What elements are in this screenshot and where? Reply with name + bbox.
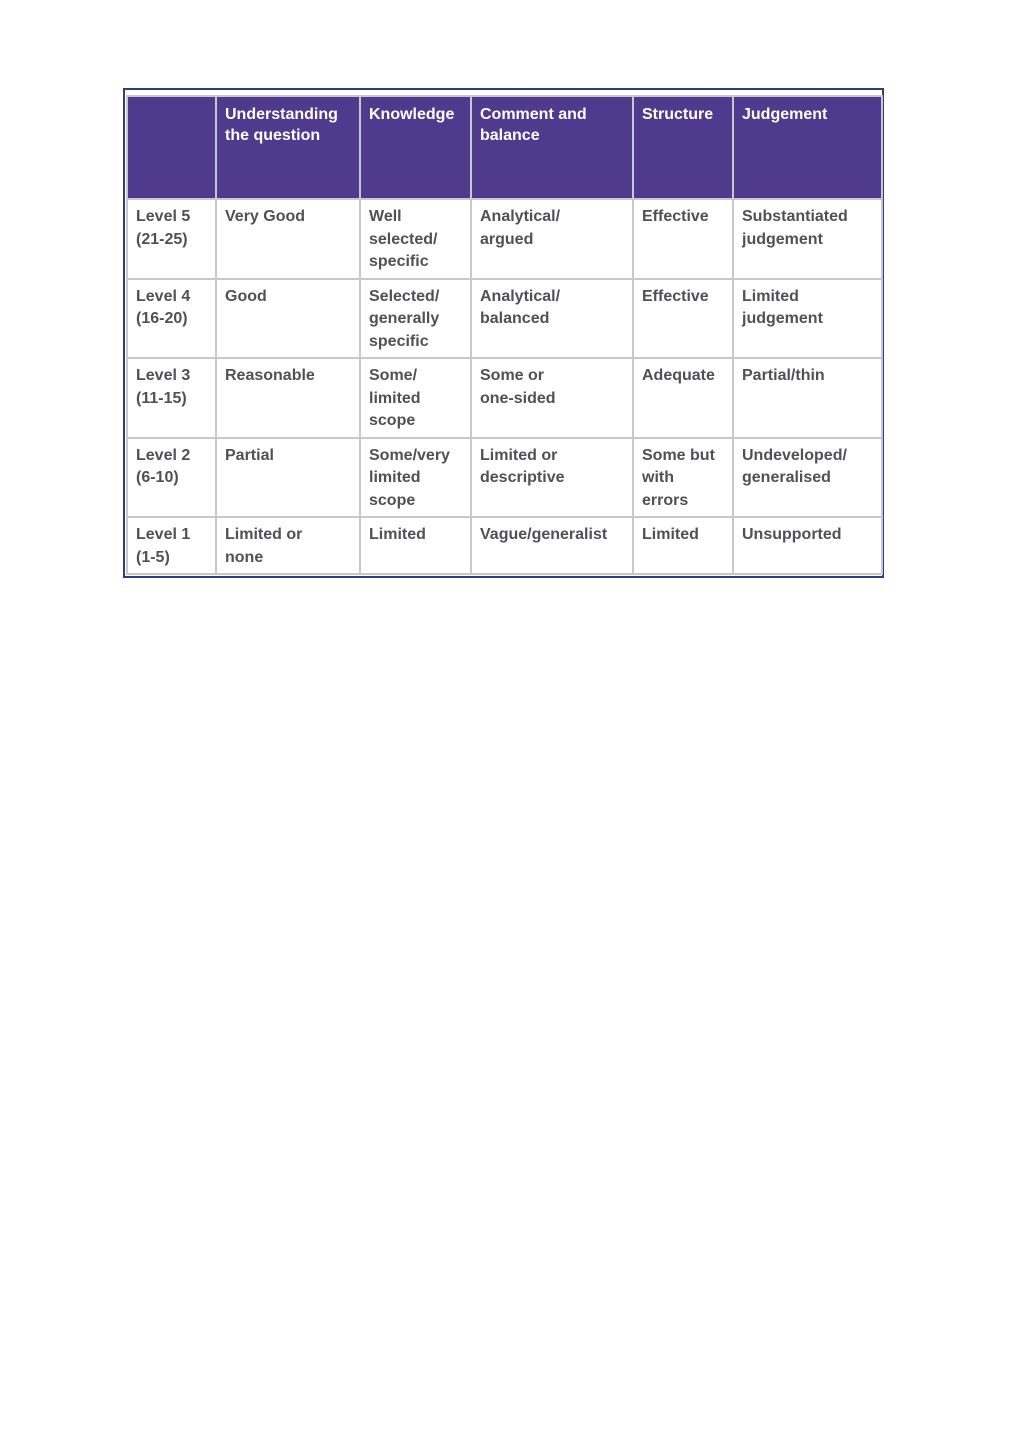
table-row xyxy=(127,358,882,438)
table-row xyxy=(127,279,882,359)
header-cell-judgement: Judgement xyxy=(733,96,882,199)
table-cell: Analytical/ balanced xyxy=(471,279,633,359)
header-cell-comment: Comment and balance xyxy=(471,96,633,199)
table-cell: Substantiated judgement xyxy=(733,199,882,279)
table-cell: Some or one-sided xyxy=(471,358,633,438)
table-cell: Reasonable xyxy=(216,358,360,438)
header-cell-knowledge: Knowledge xyxy=(360,96,471,199)
table-row xyxy=(127,199,882,279)
table-cell: Vague/generalist xyxy=(471,517,633,574)
table-cell: Partial/thin xyxy=(733,358,882,438)
table-cell: Adequate xyxy=(633,358,733,438)
table-cell: Limited or none xyxy=(216,517,360,574)
table-cell: Effective xyxy=(633,279,733,359)
table-cell: Limited judgement xyxy=(733,279,882,359)
table-cell: Selected/ generally specific xyxy=(360,279,471,359)
table-cell: Effective xyxy=(633,199,733,279)
table-cell: Some/very limited scope xyxy=(360,438,471,518)
header-cell-structure: Structure xyxy=(633,96,733,199)
table-cell: Limited xyxy=(633,517,733,574)
table-cell: Analytical/ argued xyxy=(471,199,633,279)
level-cell: Level 3 (11-15) xyxy=(127,358,216,438)
table-cell: Limited xyxy=(360,517,471,574)
rubric-figure xyxy=(123,88,884,578)
level-cell: Level 4 (16-20) xyxy=(127,279,216,359)
level-cell: Level 5 (21-25) xyxy=(127,199,216,279)
level-cell: Level 2 (6-10) xyxy=(127,438,216,518)
table-cell: Limited or descriptive xyxy=(471,438,633,518)
table-cell: Undeveloped/ generalised xyxy=(733,438,882,518)
table-cell: Good xyxy=(216,279,360,359)
level-cell: Level 1 (1-5) xyxy=(127,517,216,574)
table-cell: Some but with errors xyxy=(633,438,733,518)
table-cell: Partial xyxy=(216,438,360,518)
table-cell: Unsupported xyxy=(733,517,882,574)
table-cell: Well selected/ specific xyxy=(360,199,471,279)
header-cell-understanding: Understanding the question xyxy=(216,96,360,199)
mark-scheme-table xyxy=(126,95,883,575)
table-cell: Some/ limited scope xyxy=(360,358,471,438)
table-row xyxy=(127,517,882,574)
table-cell: Very Good xyxy=(216,199,360,279)
header-cell-level xyxy=(127,96,216,199)
header-row xyxy=(127,96,882,199)
table-row xyxy=(127,438,882,518)
